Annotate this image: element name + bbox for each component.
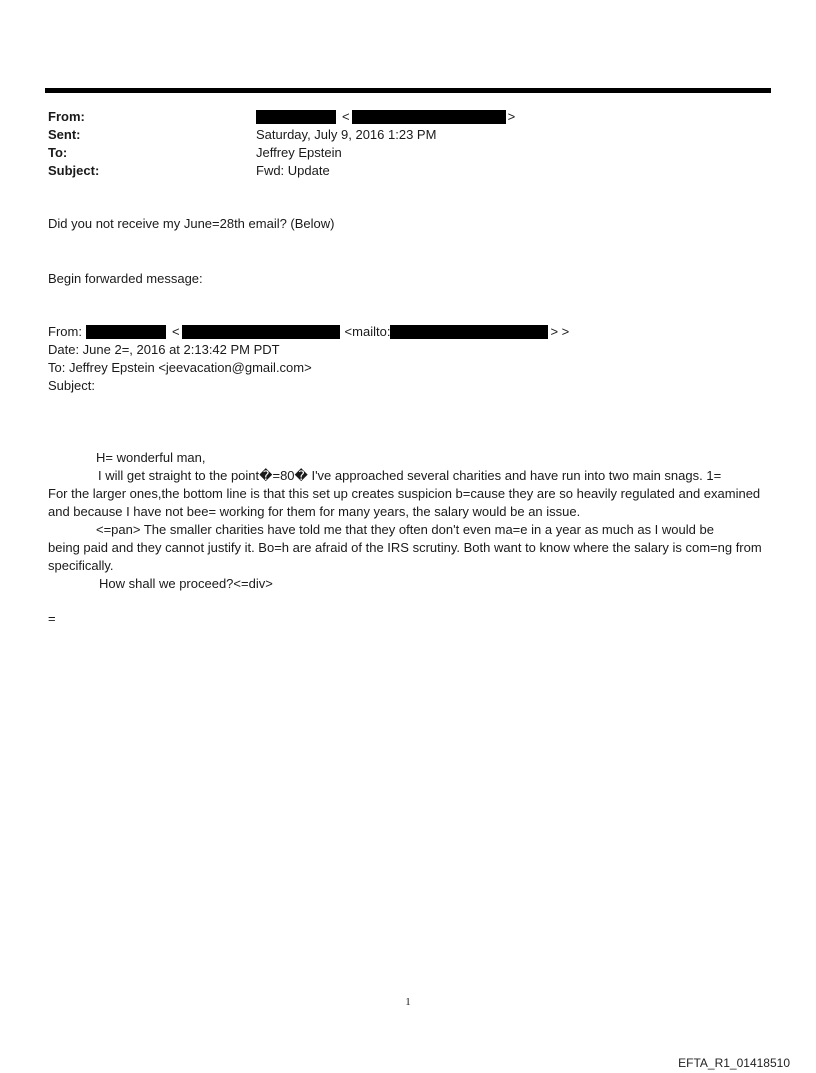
message-paragraph-3: How shall we proceed?<=div>: [99, 576, 273, 591]
body-line-2: Begin forwarded message:: [48, 271, 203, 286]
from-open-bracket: <: [342, 109, 350, 124]
header-rule: [45, 88, 771, 93]
fwd-from-close: > >: [550, 324, 570, 339]
fwd-mailto: <mailto:: [344, 324, 391, 339]
message-greeting: H= wonderful man,: [96, 450, 206, 465]
redacted-email: [182, 325, 340, 339]
to-value: Jeffrey Epstein: [256, 145, 342, 160]
sent-row: [48, 126, 748, 144]
fwd-subject: Subject:: [48, 378, 95, 393]
from-close-bracket: >: [507, 109, 516, 124]
paragraph-1-start: I will get straight to the point�=80� I've approached several charities and have run into two main snags. 1=: [98, 468, 722, 483]
fwd-from-open-bracket: <: [171, 324, 180, 339]
message-body: [48, 449, 768, 593]
redacted-name: [86, 325, 166, 339]
fwd-from-label: From:: [48, 324, 82, 339]
message-trailer: =: [48, 611, 56, 626]
subject-value: Fwd: Update: [256, 163, 330, 178]
forwarded-header: [48, 323, 768, 395]
message-paragraph-2: [48, 521, 768, 575]
document-id: EFTA_R1_01418510: [678, 1056, 790, 1070]
subject-label: Subject:: [48, 163, 100, 178]
fwd-date: Date: June 2=, 2016 at 2:13:42 PM PDT: [48, 342, 280, 357]
page-number: 1: [405, 996, 411, 1008]
redacted-email: [390, 325, 548, 339]
from-label: From:: [48, 109, 85, 124]
to-label: To:: [48, 145, 68, 160]
from-row: [48, 108, 748, 126]
fwd-to: To: Jeffrey Epstein <jeevacation@gmail.com>: [48, 360, 312, 375]
email-header: [48, 108, 748, 180]
message-paragraph-1: [48, 467, 768, 521]
body-line-1: Did you not receive my June=28th email? (Below): [48, 216, 335, 231]
paragraph-2-rest: being paid and they cannot justify it. Bo=h are afraid of the IRS scrutiny. Both want to know where the salary is com=ng from specifically.: [48, 540, 762, 573]
subject-row: [48, 162, 748, 180]
paragraph-2-start: <=pan> The smaller charities have told me that they often don't even ma=e in a year as much as I would be: [96, 522, 714, 537]
fwd-from-row: [48, 323, 768, 341]
sent-value: Saturday, July 9, 2016 1:23 PM: [256, 127, 437, 142]
from-value: [256, 108, 515, 126]
to-row: [48, 144, 748, 162]
redacted-email: [352, 110, 506, 124]
redacted-name: [256, 110, 336, 124]
paragraph-1-rest: For the larger ones,the bottom line is that this set up creates suspicion b=cause they are so heavily regulated and examined and because I have not bee= working for them for many years, the salary would be an issue.: [48, 486, 761, 519]
sent-label: Sent:: [48, 127, 81, 142]
